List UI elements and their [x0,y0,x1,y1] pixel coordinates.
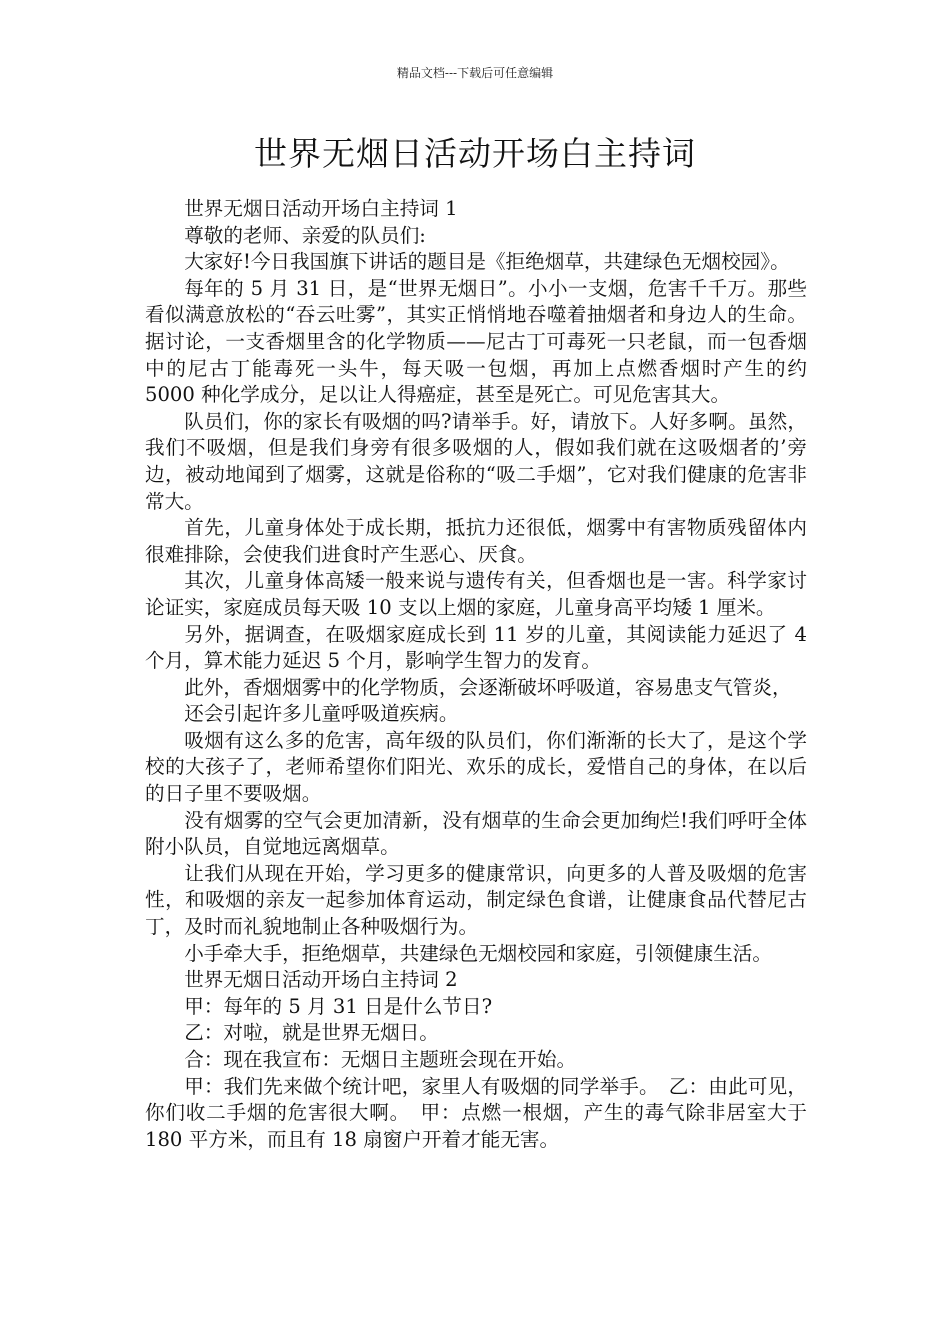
paragraph: 队员们，你的家长有吸烟的吗?请举手。好，请放下。人好多啊。虽然，我们不吸烟，但是我们身旁有很多吸烟的人，假如我们就在这吸烟者的’旁边，被动地闻到了烟雾，这就是俗称的“吸二手烟”，它对我们健康的危害非常大。 [145,409,807,513]
dialogue-line: 甲：每年的 5 月 31 日是什么节日? [184,994,493,1018]
paragraph: 吸烟有这么多的危害，高年级的队员们，你们渐渐的长大了，是这个学校的大孩子了，老师希望你们阳光、欢乐的成长，爱惜自己的身体，在以后的日子里不要吸烟。 [145,728,807,806]
dialogue-line: 乙：对啦，就是世界无烟日。 [184,1021,439,1045]
dialogue-line: 甲：我们先来做个统计吧，家里人有吸烟的同学举手。 乙：由此可见，你们收二手烟的危害很大啊。 甲：点燃一根烟，产生的毒气除非居室大于 180 平方米，而且有 18 扇窗户开着才能无害。 [145,1074,807,1151]
paragraph: 没有烟雾的空气会更加清新，没有烟草的生命会更加绚烂!我们呼吁全体附小队员，自觉地远离烟草。 [145,808,807,859]
document-body [145,196,807,1153]
paragraph: 让我们从现在开始，学习更多的健康常识，向更多的人普及吸烟的危害性，和吸烟的亲友一起参加体育运动，制定绿色食谱，让健康食品代替尼古丁，及时而礼貌地制止各种吸烟行为。 [145,861,807,939]
salutation: 尊敬的老师、亲爱的队员们: [184,223,426,247]
section-heading-1: 世界无烟日活动开场白主持词 1 [184,197,458,220]
paragraph: 此外，香烟烟雾中的化学物质，会逐渐破坏呼吸道，容易患支气管炎， [184,675,792,699]
paragraph: 还会引起许多儿童呼吸道疾病。 [184,702,459,726]
section-heading-2: 世界无烟日活动开场白主持词 2 [184,968,458,992]
paragraph: 小手牵大手，拒绝烟草，共建绿色无烟校园和家庭，引领健康生活。 [184,941,772,965]
dialogue-line: 合：现在我宣布：无烟日主题班会现在开始。 [184,1048,577,1071]
paragraph: 其次，儿童身体高矮一般来说与遗传有关，但香烟也是一害。科学家讨论证实，家庭成员每天吸 10 支以上烟的家庭，儿童身高平均矮 1 厘米。 [145,569,807,619]
paragraph: 每年的 5 月 31 日，是“世界无烟日”。小小一支烟，危害千千万。那些看似满意放松的“吞云吐雾”，其实正悄悄地吞噬着抽烟者和身边人的生命。据讨论，一支香烟里含的化学物质——尼古丁可毒死一只老鼠，而一包香烟中的尼古丁能毒死一头牛，每天吸一包烟，再加上点燃香烟时产生的约 5000 种化学成分，足以让人得癌症，甚至是死亡。可见危害其大。 [145,276,807,407]
paragraph: 大家好!今日我国旗下讲话的题目是《拒绝烟草，共建绿色无烟校园》。 [184,250,790,274]
page-header: 精品文档---下载后可任意编辑 [396,66,554,80]
paragraph: 首先，儿童身体处于成长期，抵抗力还很低，烟雾中有害物质残留体内很难排除，会使我们进食时产生恶心、厌食。 [145,516,807,566]
document-title: 世界无烟日活动开场白主持词 [254,134,696,173]
paragraph: 另外，据调查，在吸烟家庭成长到 11 岁的儿童，其阅读能力延迟了 4 个月，算术能力延迟 5 个月，影响学生智力的发育。 [145,622,807,673]
